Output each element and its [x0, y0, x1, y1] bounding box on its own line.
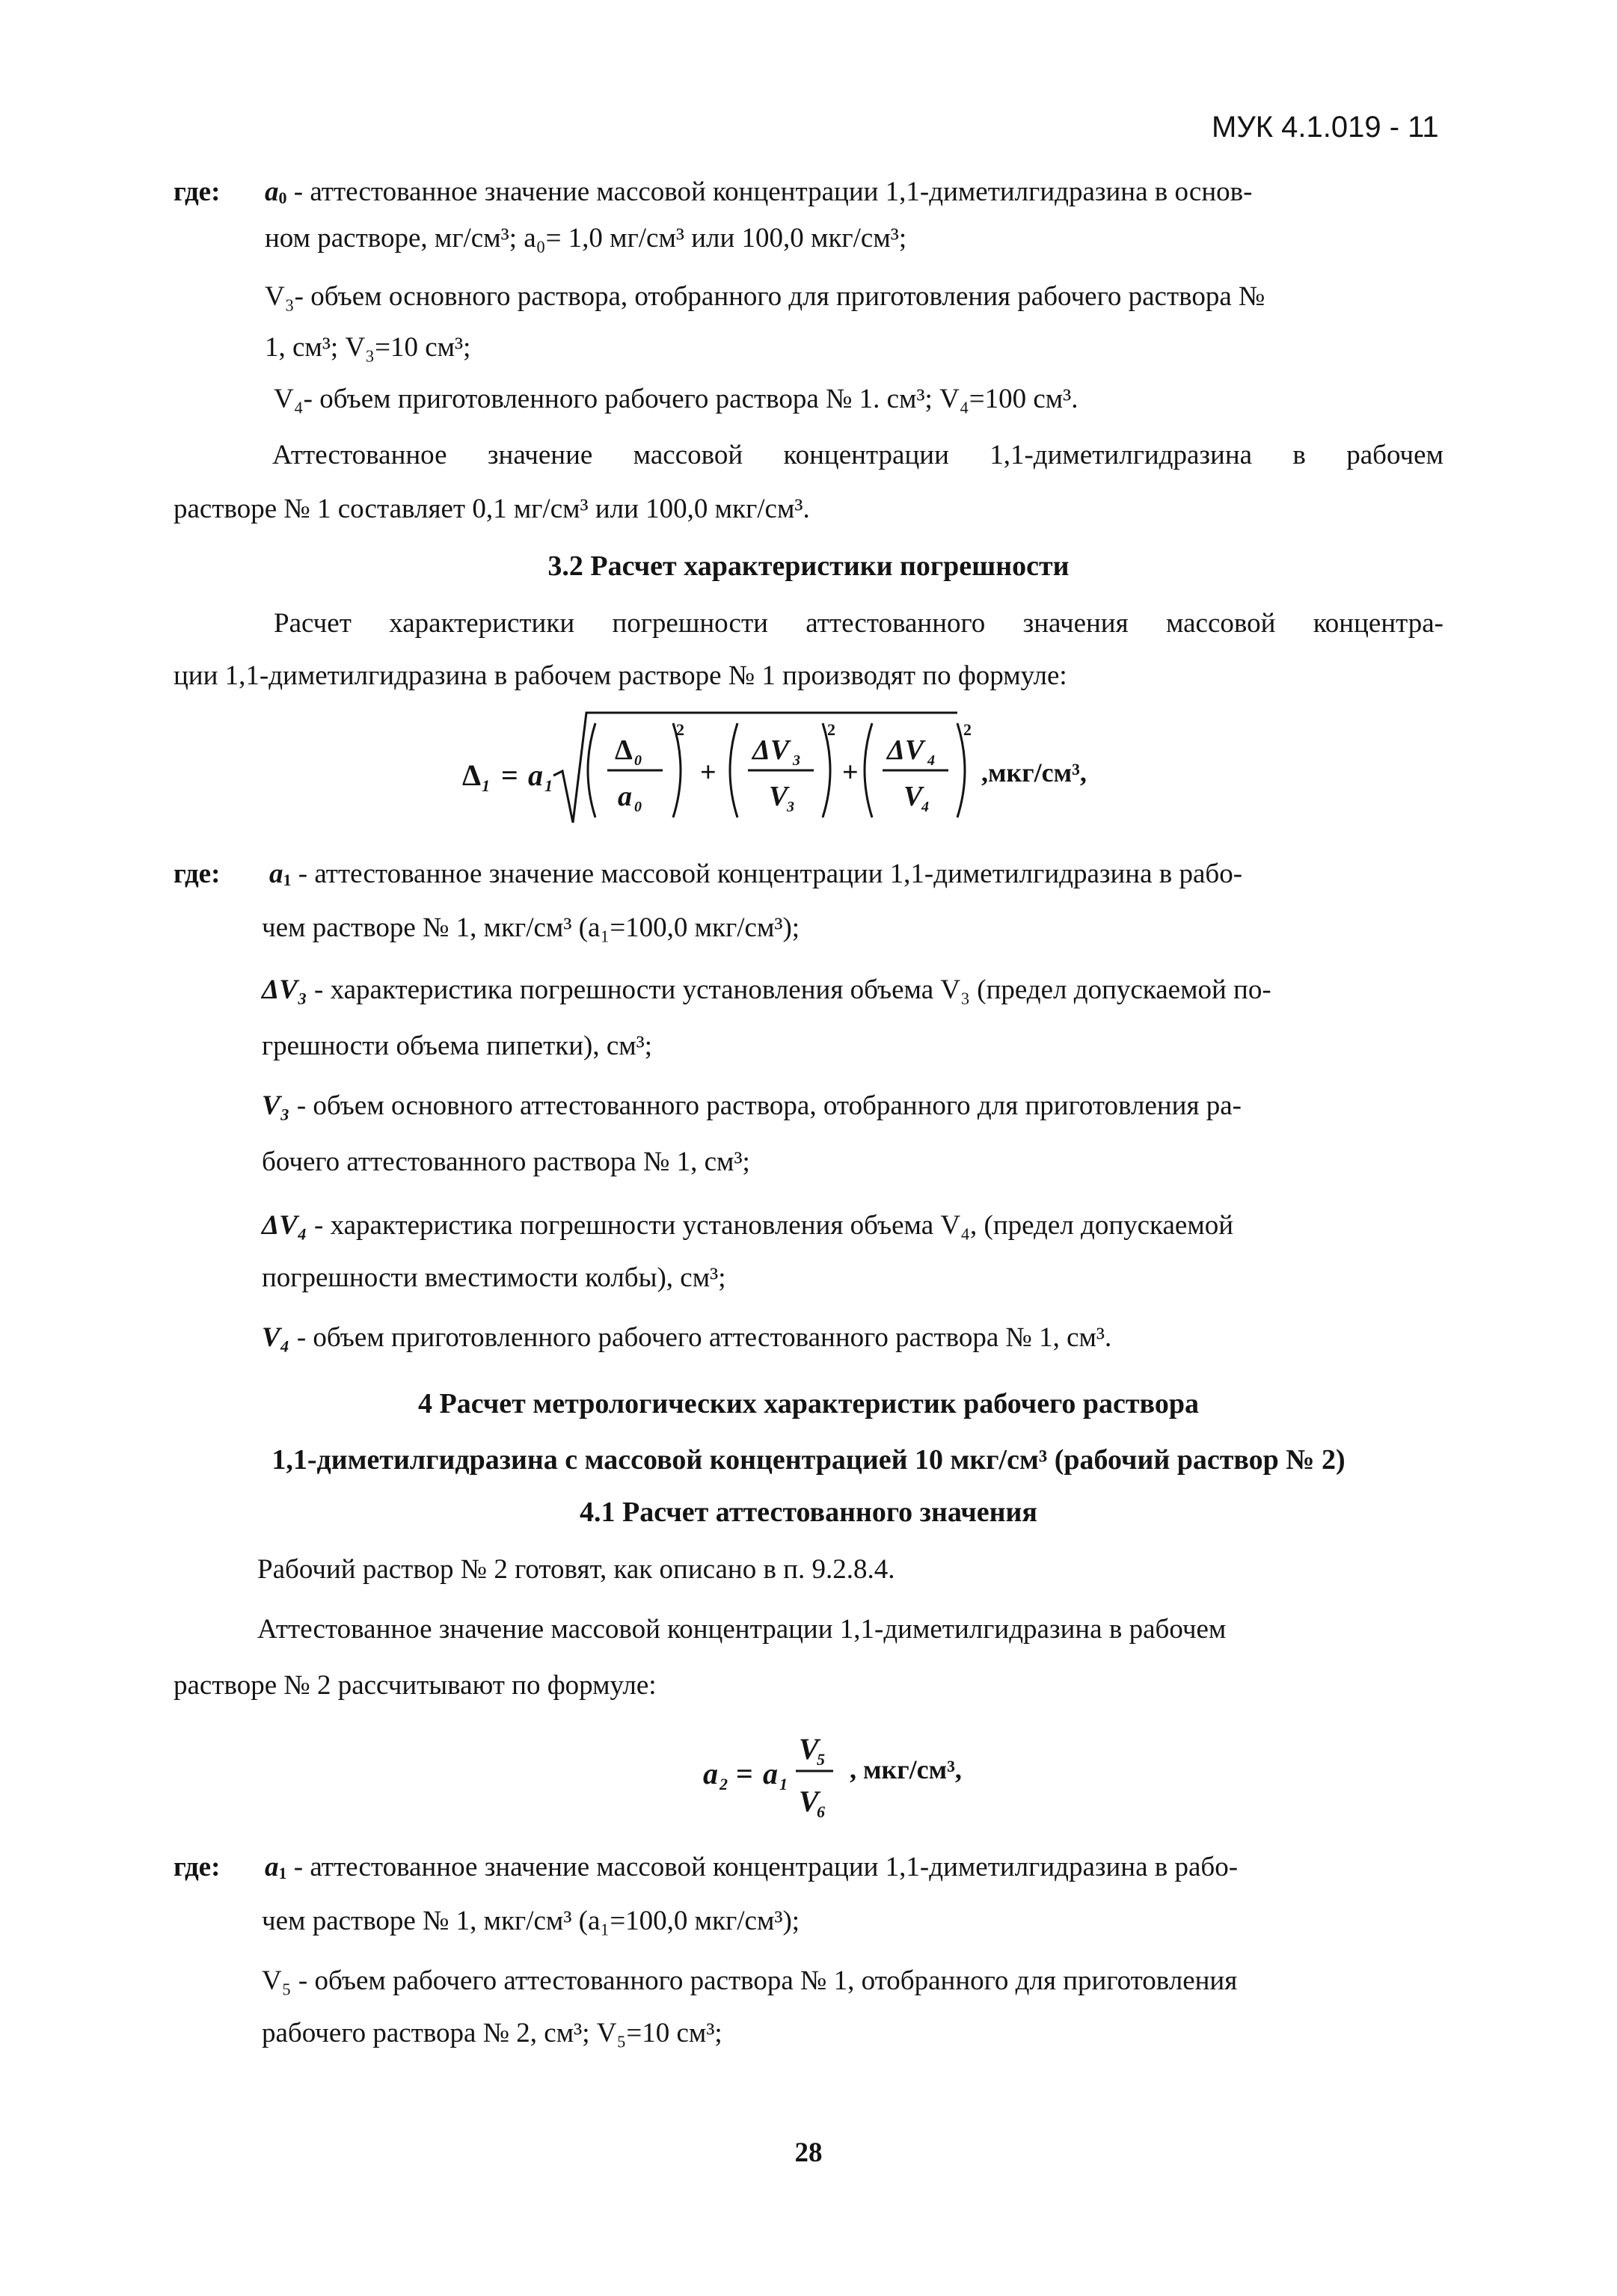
block3-a1-line2: чем растворе № 1, мкг/см³ (a₁=100,0 мкг/см³);: [262, 1906, 800, 1936]
formula2-denominator: V: [799, 1784, 819, 1818]
term2-left-paren: [730, 723, 737, 817]
a1-symbol: a: [269, 859, 283, 889]
term3-numerator: ΔV: [887, 734, 924, 766]
section-4-1-heading: 4.1 Расчет аттестованного значения: [580, 1497, 1037, 1528]
a1-definition-line1: [269, 860, 1242, 888]
attested-value-line2: растворе № 1 составляет 0,1 мг/см³ или 100,0 мкг/см³.: [174, 494, 810, 524]
a1-text: - аттестованное значение массовой концентрации 1,1-диметилгидразина в рабо-: [298, 859, 1243, 889]
term1-left-paren: [588, 723, 595, 817]
term1-power: 2: [676, 720, 684, 739]
v4-symbol: V₄: [262, 1322, 290, 1353]
dv4-text: - характеристика погрешности установления объема V₄, (предел допускаемой: [314, 1210, 1234, 1241]
term2-numerator-index: 3: [793, 752, 800, 769]
dv3-definition-line1: [262, 976, 1271, 1004]
formula-delta-index: 1: [482, 776, 490, 795]
block3-a1-index: 1: [278, 1864, 287, 1882]
where-label-3: где:: [174, 1852, 221, 1882]
v5-definition-line2: рабочего раствора № 2, см³; V₅=10 см³;: [262, 2018, 722, 2048]
formula2-a-index: 1: [779, 1775, 788, 1793]
block3-a1-text: - аттестованное значение массовой концентрации 1,1-диметилгидразина в рабо-: [293, 1852, 1239, 1882]
term1-numerator-index: 0: [634, 752, 642, 769]
formula2-equals: =: [736, 1757, 753, 1790]
sqrt-sign: [553, 713, 957, 823]
formula-a-index: 1: [544, 776, 553, 795]
a0-definition-line1: [265, 178, 1443, 206]
term3-denominator: V: [903, 781, 923, 812]
attested-value-formula: [673, 1720, 1062, 1825]
a0-symbol: a: [265, 177, 279, 207]
dv3-text: - характеристика погрешности установления объема V₃ (предел допускаемой по-: [314, 974, 1271, 1005]
plus-2: +: [842, 757, 859, 788]
v3-def-line1: [262, 1092, 1242, 1120]
page-number: 28: [794, 2137, 823, 2168]
a1-index: 1: [283, 871, 292, 889]
term3-numerator-index: 4: [927, 752, 935, 769]
v3-def-line2: бочего аттестованного раствора № 1, см³;: [262, 1147, 750, 1177]
dv4-definition-line1: [262, 1212, 1233, 1239]
a1-definition-line2: чем растворе № 1, мкг/см³ (a₁=100,0 мкг/см³);: [262, 912, 800, 943]
formula2-a: a: [763, 1757, 778, 1790]
v3-definition-line2: 1, см³; V₃=10 см³;: [265, 332, 471, 363]
section-3-2-heading: 3.2 Расчет характеристики погрешности: [547, 550, 1070, 582]
v3-symbol: V₃: [262, 1090, 290, 1121]
where-label: где:: [174, 177, 221, 207]
dv4-symbol: ΔV₄: [262, 1210, 307, 1241]
dv3-definition-line2: грешности объема пипетки), см³;: [262, 1031, 653, 1061]
v3-definition-line1: V₃- объем основного раствора, отобранного для приготовления рабочего раствора №: [265, 281, 1265, 312]
term3-left-paren: [865, 723, 872, 817]
section-4-1-paragraph2-line2: растворе № 2 рассчитывают по формуле:: [174, 1670, 657, 1701]
v3-text: - объем основного аттестованного раствора, отобранного для приготовления ра-: [296, 1090, 1242, 1121]
v4-def-line1: [262, 1324, 1111, 1351]
where-label-2: где:: [174, 859, 221, 889]
formula-equals: =: [501, 758, 518, 792]
section-4-1-paragraph1: Рабочий раствор № 2 готовят, как описано в п. 9.2.8.4.: [257, 1554, 895, 1585]
term1-denominator-index: 0: [634, 799, 642, 815]
a0-text: - аттестованное значение массовой концентрации 1,1-диметилгидразина в основ-: [293, 177, 1253, 207]
dv3-symbol: ΔV₃: [262, 974, 307, 1005]
v5-definition-line1: V₅ - объем рабочего аттестованного раствора № 1, отобранного для приготовления: [262, 1965, 1238, 1996]
term1-denominator: a: [618, 781, 632, 812]
uncertainty-formula: [449, 707, 1167, 834]
section-4-1-paragraph2-line1: Аттестованное значение массовой концентрации 1,1-диметилгидразина в рабочем: [257, 1614, 1227, 1645]
term1-numerator: Δ: [615, 734, 633, 766]
v4-definition: V₄- объем приготовленного рабочего раствора № 1. см³; V₄=100 см³.: [274, 384, 1078, 414]
block3-a1-line1: [265, 1853, 1238, 1882]
formula2-lhs-index: 2: [719, 1775, 728, 1793]
section-3-2-intro-line1: Расчет характеристики погрешности аттестованного значения массовой концентра-: [274, 608, 1443, 639]
dv4-definition-line2: погрешности вместимости колбы), см³;: [262, 1262, 726, 1293]
formula-delta: Δ: [462, 758, 482, 792]
a0-definition-line2: ном растворе, мг/см³; a₀= 1,0 мг/см³ или 100,0 мкг/см³;: [265, 223, 907, 254]
section-3-2-intro-line2: ции 1,1-диметилгидразина в рабочем растворе № 1 производят по формуле:: [174, 660, 1067, 691]
formula2-numerator-index: 5: [817, 1750, 825, 1769]
document-code: МУК 4.1.019 - 11: [1212, 111, 1439, 144]
term3-denominator-index: 4: [921, 799, 929, 815]
term3-power: 2: [963, 720, 972, 739]
formula1-unit: ,мкг/см³,: [981, 758, 1087, 788]
formula2-unit: , мкг/см³,: [850, 1755, 962, 1784]
formula2-numerator: V: [799, 1732, 819, 1766]
section-4-heading-line1: 4 Расчет метрологических характеристик рабочего раствора: [418, 1388, 1199, 1419]
term2-denominator-index: 3: [787, 799, 794, 815]
term2-denominator: V: [769, 781, 788, 812]
term2-numerator: ΔV: [752, 734, 790, 766]
a0-index: 0: [278, 188, 287, 207]
attested-value-line1: Аттестованное значение массовой концентрации 1,1-диметилгидразина в рабочем: [272, 440, 1443, 470]
formula2-denominator-index: 6: [817, 1802, 825, 1821]
term2-power: 2: [827, 720, 835, 739]
v4-text: - объем приготовленного рабочего аттестованного раствора № 1, см³.: [296, 1322, 1112, 1353]
block3-a1-symbol: a: [265, 1852, 279, 1882]
plus-1: +: [700, 757, 717, 788]
formula-a: a: [528, 758, 543, 792]
section-4-heading-line2: 1,1-диметилгидразина с массовой концентрацией 10 мкг/см³ (рабочий раствор № 2): [271, 1444, 1346, 1476]
formula2-lhs: a: [703, 1757, 718, 1790]
